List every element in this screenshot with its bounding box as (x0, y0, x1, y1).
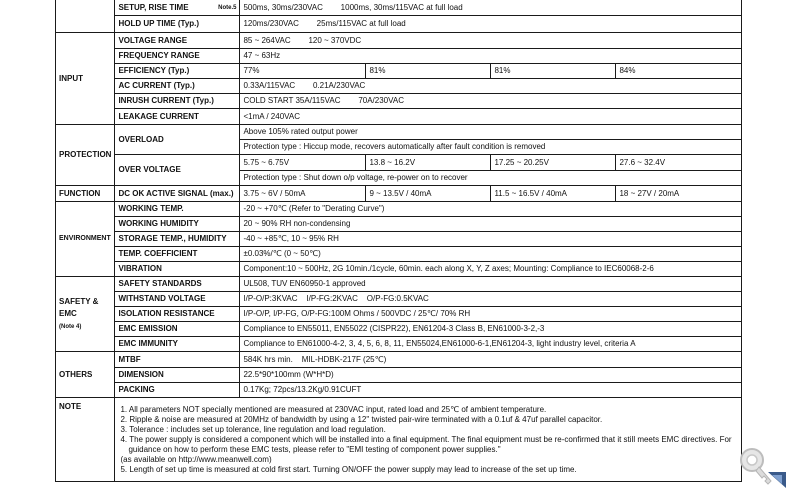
storage-label: STORAGE TEMP., HUMIDITY (115, 232, 240, 247)
efficiency-label: EFFICIENCY (Typ.) (115, 64, 240, 79)
overvoltage-type: Protection type : Shut down o/p voltage, re-power on to recover (240, 171, 742, 186)
frequency-value: 47 ~ 63Hz (240, 49, 742, 64)
safety-cat-line1: SAFETY & (59, 296, 99, 306)
ac-current-value: 0.33A/115VAC 0.21A/230VAC (240, 79, 742, 94)
packing-value: 0.17Kg; 72pcs/13.2Kg/0.91CUFT (240, 383, 742, 398)
vibration-value: Component:10 ~ 500Hz, 2G 10min./1cycle, 60min. each along X, Y, Z axes; Mounting: Compliance to IEC60068-2-6 (240, 262, 742, 277)
packing-row (56, 383, 742, 398)
setup-row (56, 0, 742, 16)
voltage-range-label: VOLTAGE RANGE (115, 33, 240, 49)
temp-coef-value: ±0.03%/℃ (0 ~ 50℃) (240, 247, 742, 262)
spec-table (55, 0, 742, 482)
overvoltage-value-4: 27.6 ~ 32.4V (616, 155, 742, 171)
setup-value: 500ms, 30ms/230VAC 1000ms, 30ms/115VAC at full load (240, 0, 742, 16)
notes-list (120, 405, 736, 475)
work-temp-row (56, 202, 742, 217)
overload-row-1 (56, 125, 742, 140)
safety-cat-note: (Note 4) (59, 323, 82, 330)
leakage-label: LEAKAGE CURRENT (115, 109, 240, 125)
overvoltage-value-2: 13.8 ~ 16.2V (366, 155, 491, 171)
safety-cat-line2: EMC (59, 308, 77, 318)
emc-immunity-row (56, 337, 742, 352)
note-item: 1. All parameters NOT specially mentioned are measured at 230VAC input, rated load and 25℃ of ambient temperature. (120, 404, 547, 414)
vibration-label: VIBRATION (115, 262, 240, 277)
overvoltage-value-3: 17.25 ~ 20.25V (491, 155, 616, 171)
voltage-range-value: 85 ~ 264VAC 120 ~ 370VDC (240, 33, 742, 49)
note-category: NOTE (56, 398, 115, 482)
dcok-value-1: 3.75 ~ 6V / 50mA (240, 186, 366, 202)
resize-corner-icon[interactable] (768, 472, 786, 488)
safety-std-row (56, 277, 742, 292)
dimension-row (56, 368, 742, 383)
dimension-label: DIMENSION (115, 368, 240, 383)
temp-coef-row (56, 247, 742, 262)
protection-category: PROTECTION (56, 125, 115, 186)
overvoltage-value-1: 5.75 ~ 6.75V (240, 155, 366, 171)
safety-std-value: UL508, TUV EN60950-1 approved (240, 277, 742, 292)
leakage-row (56, 109, 742, 125)
overload-value-1: Above 105% rated output power (240, 125, 742, 140)
output-category-cell (56, 0, 115, 33)
isolation-row (56, 307, 742, 322)
hold-label: HOLD UP TIME (Typ.) (115, 16, 240, 33)
efficiency-value-3: 81% (491, 64, 616, 79)
inrush-label: INRUSH CURRENT (Typ.) (115, 94, 240, 109)
emc-immunity-label: EMC IMMUNITY (115, 337, 240, 352)
work-humidity-label: WORKING HUMIDITY (115, 217, 240, 232)
isolation-label: ISOLATION RESISTANCE (115, 307, 240, 322)
frequency-label: FREQUENCY RANGE (115, 49, 240, 64)
ac-current-row (56, 79, 742, 94)
withstand-row (56, 292, 742, 307)
setup-label: SETUP, RISE TIME (118, 2, 189, 12)
dcok-value-3: 11.5 ~ 16.5V / 40mA (491, 186, 616, 202)
emc-emission-value: Compliance to EN55011, EN55022 (CISPR22), EN61204-3 Class B, EN61000-3-2,-3 (240, 322, 742, 337)
dcok-value-4: 18 ~ 27V / 20mA (616, 186, 742, 202)
mtbf-label: MTBF (115, 352, 240, 368)
others-category: OTHERS (56, 352, 115, 398)
safety-emc-category (56, 277, 115, 352)
efficiency-value-1: 77% (240, 64, 366, 79)
frequency-row (56, 49, 742, 64)
note-item: 3. Tolerance : includes set up tolerance, line regulation and load regulation. (120, 424, 386, 434)
note-item: 4. The power supply is considered a component which will be installed into a final equipment. The final equipment must be re-confirmed that it still meets EMC directives. For guidance on how to perform these EMC tests, please refer to "EMI testing of component power supplies." (120, 434, 732, 454)
packing-label: PACKING (115, 383, 240, 398)
dcok-value-2: 9 ~ 13.5V / 40mA (366, 186, 491, 202)
hold-value: 120ms/230VAC 25ms/115VAC at full load (240, 16, 742, 33)
setup-note: Note.5 (218, 4, 237, 11)
storage-value: -40 ~ +85℃, 10 ~ 95% RH (240, 232, 742, 247)
vibration-row (56, 262, 742, 277)
note-item: 5. Length of set up time is measured at cold first start. Turning ON/OFF the power supply may lead to increase of the set up time. (120, 464, 577, 474)
withstand-value: I/P-O/P:3KVAC I/P-FG:2KVAC O/P-FG:0.5KVAC (240, 292, 742, 307)
emc-emission-label: EMC EMISSION (115, 322, 240, 337)
work-temp-label: WORKING TEMP. (115, 202, 240, 217)
work-temp-value: -20 ~ +70℃ (Refer to "Derating Curve") (240, 202, 742, 217)
dimension-value: 22.5*90*100mm (W*H*D) (240, 368, 742, 383)
temp-coef-label: TEMP. COEFFICIENT (115, 247, 240, 262)
emc-immunity-value: Compliance to EN61000-4-2, 3, 4, 5, 6, 8, 11, EN55024,EN61000-6-1,EN61204-3, light industry level, criteria A (240, 337, 742, 352)
dcok-row (56, 186, 742, 202)
overload-label: OVERLOAD (115, 125, 240, 155)
environment-category: ENVIRONMENT (56, 202, 115, 277)
inrush-row (56, 94, 742, 109)
work-humidity-value: 20 ~ 90% RH non-condensing (240, 217, 742, 232)
mtbf-value: 584K hrs min. MIL-HDBK-217F (25℃) (240, 352, 742, 368)
efficiency-value-2: 81% (366, 64, 491, 79)
inrush-value: COLD START 35A/115VAC 70A/230VAC (240, 94, 742, 109)
note-item-continuation: (as available on http://www.meanwell.com) (120, 454, 272, 464)
overvoltage-row-1 (56, 155, 742, 171)
ac-current-label: AC CURRENT (Typ.) (115, 79, 240, 94)
safety-std-label: SAFETY STANDARDS (115, 277, 240, 292)
dcok-label: DC OK ACTIVE SIGNAL (max.) (115, 186, 240, 202)
work-humidity-row (56, 217, 742, 232)
function-category: FUNCTION (56, 186, 115, 202)
storage-row (56, 232, 742, 247)
emc-emission-row (56, 322, 742, 337)
voltage-range-row (56, 33, 742, 49)
leakage-value: <1mA / 240VAC (240, 109, 742, 125)
isolation-value: I/P-O/P, I/P-FG, O/P-FG:100M Ohms / 500VDC / 25℃/ 70% RH (240, 307, 742, 322)
efficiency-row (56, 64, 742, 79)
overload-value-2: Protection type : Hiccup mode, recovers automatically after fault condition is removed (240, 140, 742, 155)
mtbf-row (56, 352, 742, 368)
notes-cell (115, 398, 742, 482)
note-item: 2. Ripple & noise are measured at 20MHz of bandwidth by using a 12" twisted pair-wire terminated with a 0.1uf & 47uf parallel capacitor. (120, 414, 603, 424)
efficiency-value-4: 84% (616, 64, 742, 79)
input-category: INPUT (56, 33, 115, 125)
notes-row (56, 398, 742, 482)
setup-label-cell (115, 0, 240, 16)
overvoltage-label: OVER VOLTAGE (115, 155, 240, 186)
withstand-label: WITHSTAND VOLTAGE (115, 292, 240, 307)
hold-row (56, 16, 742, 33)
